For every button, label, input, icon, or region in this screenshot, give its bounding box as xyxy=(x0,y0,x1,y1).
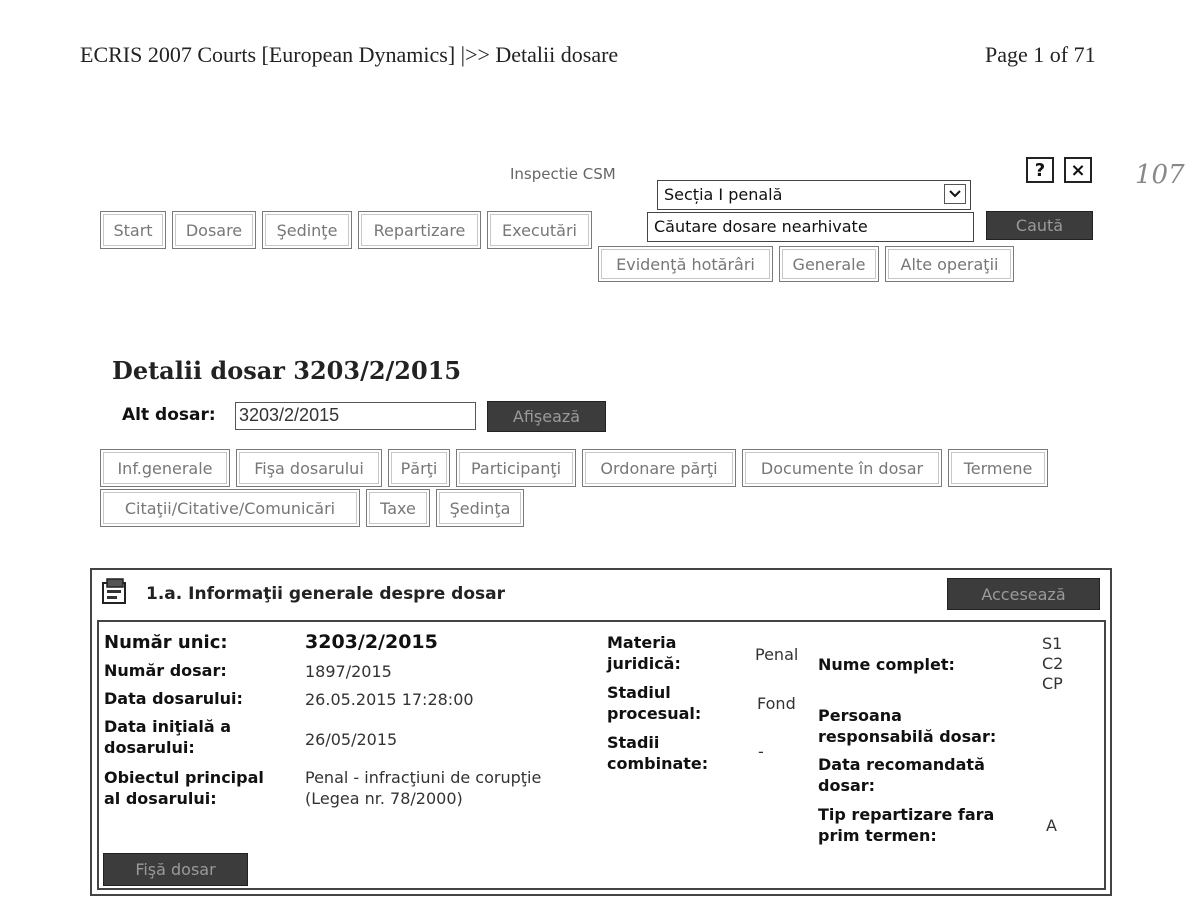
section-select-value: Secția I penală xyxy=(664,185,783,204)
print-header-title: ECRIS 2007 Courts [European Dynamics] |>> Detalii dosare xyxy=(80,42,619,67)
data-recomandata-label-line1: Data recomandată xyxy=(818,755,985,774)
chevron-down-icon[interactable] xyxy=(944,184,966,204)
nav-alte-operatii[interactable]: Alte operaţii xyxy=(885,246,1014,282)
numar-dosar-value: 1897/2015 xyxy=(305,662,392,681)
handwritten-note: 107 xyxy=(1135,160,1185,190)
stadiul-label-line2: procesual: xyxy=(607,704,702,723)
alt-dosar-label: Alt dosar: xyxy=(122,405,216,425)
search-button[interactable]: Caută xyxy=(986,211,1093,240)
tab-parti[interactable]: Părţi xyxy=(388,449,450,487)
materia-value: Penal xyxy=(755,645,799,664)
search-input[interactable]: Căutare dosare nearhivate xyxy=(647,212,974,242)
materia-label-line1: Materia xyxy=(607,633,677,652)
help-button[interactable]: ? xyxy=(1026,157,1054,183)
alt-dosar-input[interactable]: 3203/2/2015 xyxy=(235,402,476,430)
page-title: Detalii dosar 3203/2/2015 xyxy=(112,356,462,385)
tab-citatii[interactable]: Citaţii/Citative/Comunicări xyxy=(100,489,360,527)
tip-repartizare-label-line1: Tip repartizare fara xyxy=(818,805,995,824)
tab-ordonare-parti[interactable]: Ordonare părţi xyxy=(582,449,736,487)
nav-generale[interactable]: Generale xyxy=(779,246,879,282)
tab-taxe[interactable]: Taxe xyxy=(366,489,430,527)
obiect-label-line1: Obiectul principal xyxy=(104,768,264,787)
folder-icon xyxy=(100,577,130,611)
nav-dosare[interactable]: Dosare xyxy=(172,211,256,249)
nume-complet-value-1: S1 xyxy=(1042,634,1063,653)
tab-fisa-dosarului[interactable]: Fişa dosarului xyxy=(236,449,382,487)
nav-executari[interactable]: Executări xyxy=(487,211,592,249)
tab-sedinta[interactable]: Şedinţa xyxy=(436,489,524,527)
tab-documente[interactable]: Documente în dosar xyxy=(742,449,942,487)
nav-evidenta-hotarari[interactable]: Evidenţă hotărâri xyxy=(598,246,773,282)
numar-unic-label: Număr unic: xyxy=(104,632,228,653)
nav-start[interactable]: Start xyxy=(100,211,166,249)
stadii-value: - xyxy=(758,742,764,761)
obiect-value-line2: (Legea nr. 78/2000) xyxy=(305,789,463,808)
nav-sedinte[interactable]: Şedinţe xyxy=(262,211,352,249)
obiect-label-line2: al dosarului: xyxy=(104,789,217,808)
stadii-label-line1: Stadii xyxy=(607,733,660,752)
data-dosarului-value: 26.05.2015 17:28:00 xyxy=(305,690,474,709)
tip-repartizare-label-line2: prim termen: xyxy=(818,826,937,845)
materia-label-line2: juridică: xyxy=(607,654,681,673)
acceseaza-button[interactable]: Accesează xyxy=(947,578,1100,610)
inspectie-label: Inspectie CSM xyxy=(510,165,616,183)
print-page-number: Page 1 of 71 xyxy=(985,42,1096,67)
stadiul-label-line1: Stadiul xyxy=(607,683,671,702)
close-button[interactable]: × xyxy=(1064,157,1092,183)
nume-complet-label: Nume complet: xyxy=(818,655,955,674)
nav-repartizare[interactable]: Repartizare xyxy=(358,211,481,249)
tab-termene[interactable]: Termene xyxy=(948,449,1048,487)
tip-repartizare-value: A xyxy=(1046,816,1057,835)
panel-header-title: 1.a. Informaţii generale despre dosar xyxy=(146,584,506,604)
data-initiala-label-line2: dosarului: xyxy=(104,738,195,757)
stadii-label-line2: combinate: xyxy=(607,754,709,773)
numar-dosar-label: Număr dosar: xyxy=(104,661,227,680)
numar-unic-value: 3203/2/2015 xyxy=(305,631,438,653)
data-initiala-label-line1: Data iniţială a xyxy=(104,717,232,736)
nume-complet-value-2: C2 xyxy=(1042,654,1064,673)
stadiul-value: Fond xyxy=(757,694,796,713)
nume-complet-value-3: CP xyxy=(1042,674,1063,693)
persoana-label-line2: responsabilă dosar: xyxy=(818,727,997,746)
afiseaza-button[interactable]: Afişează xyxy=(487,401,606,432)
tab-inf-generale[interactable]: Inf.generale xyxy=(100,449,230,487)
obiect-value-line1: Penal - infracţiuni de corupţie xyxy=(305,768,542,787)
data-initiala-value: 26/05/2015 xyxy=(305,730,398,749)
section-select[interactable] xyxy=(657,180,971,210)
tab-participanti[interactable]: Participanţi xyxy=(456,449,576,487)
fisa-dosar-button[interactable]: Fişă dosar xyxy=(103,853,248,886)
persoana-label-line1: Persoana xyxy=(818,706,902,725)
data-recomandata-label-line2: dosar: xyxy=(818,776,876,795)
data-dosarului-label: Data dosarului: xyxy=(104,689,243,708)
